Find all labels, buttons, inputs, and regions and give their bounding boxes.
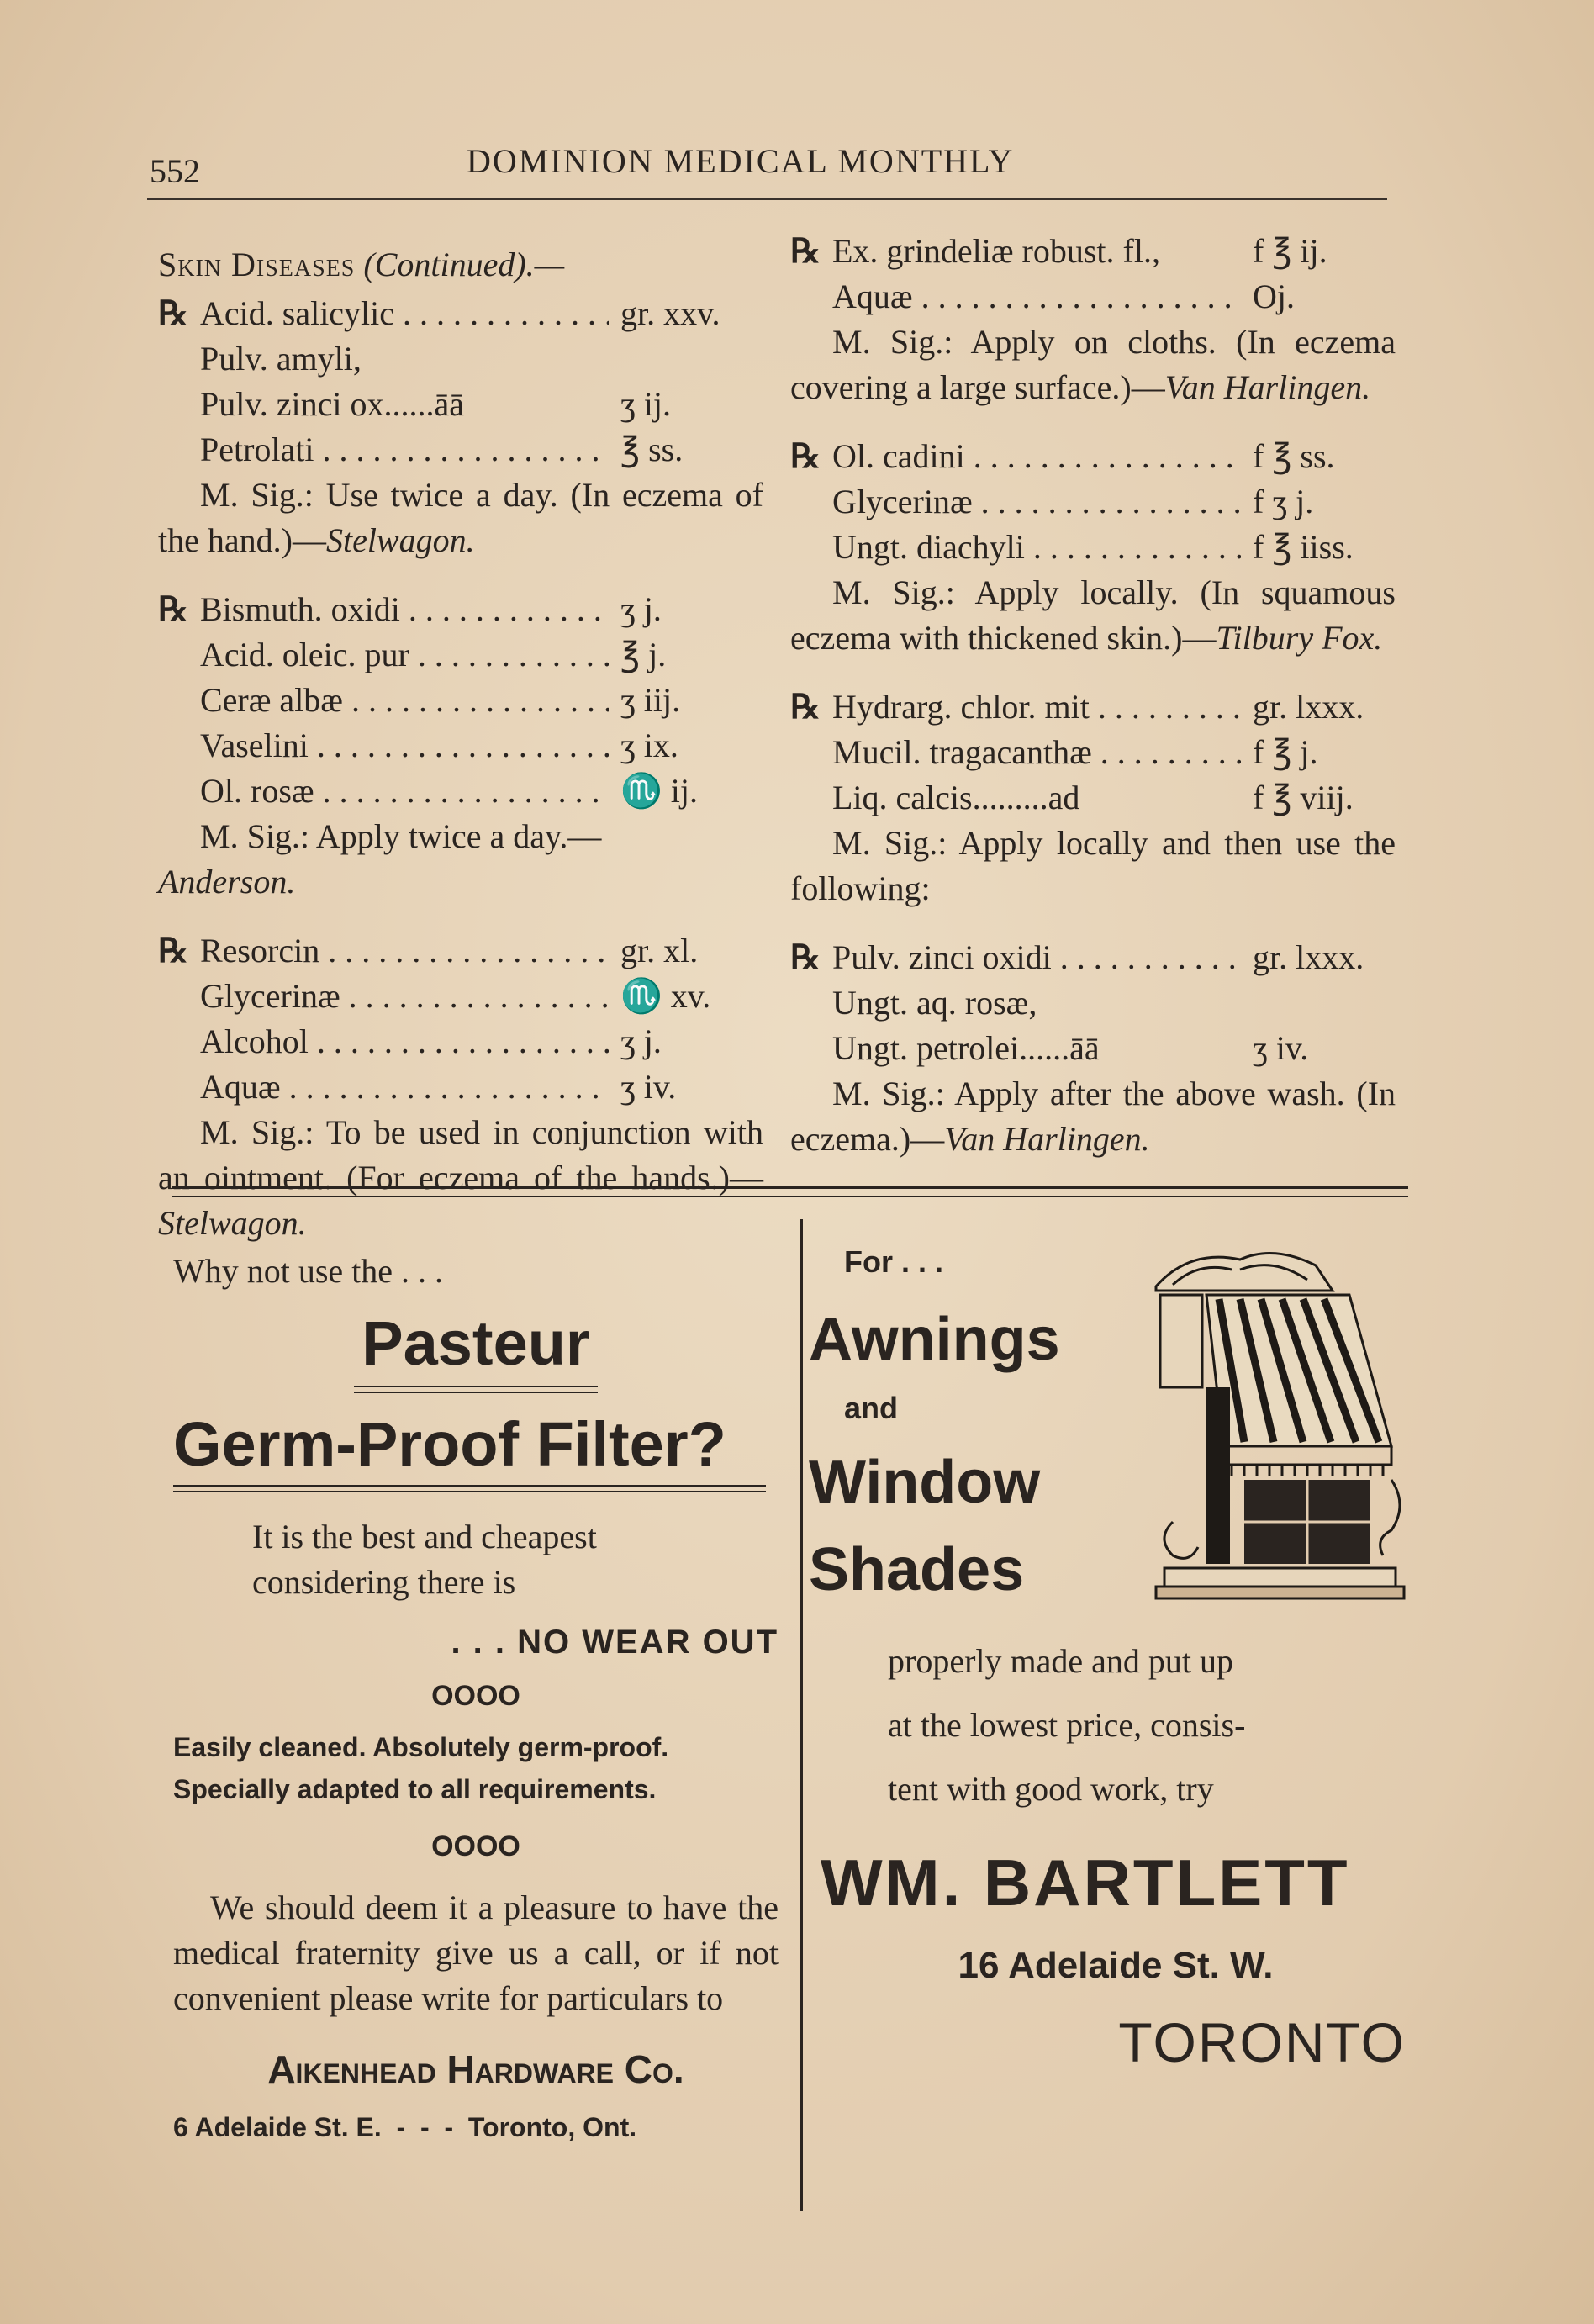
prescription-4 [790,229,1396,410]
amount: gr. xxv. [620,294,720,332]
prescription-3 [158,928,763,1246]
amount: ℥ j. [620,636,667,673]
author: Stelwagon. [158,1204,307,1242]
ingredient: Resorcin . . . [200,928,609,974]
ad-intro: Why not use the . . . [173,1252,444,1290]
ingredient: Ungt. diachyli . . . [832,525,1241,570]
rx-line [790,479,1396,525]
ingredient: Ungt. petrolei......āā [832,1029,1100,1067]
ad-title-pasteur: Pasteur [362,1308,590,1378]
rx-line [158,974,763,1019]
rx-line [158,678,763,723]
signa [790,570,1396,661]
ingredient: Hydrarg. chlor. mit . . . [832,684,1241,730]
ingredient: Vaselini . . . [200,723,609,769]
author: Tilbury Fox. [1216,619,1383,657]
ad-line: at the lowest price, consis- [888,1706,1246,1744]
signa [790,1071,1396,1162]
title-underline [354,1386,598,1393]
rx-line [790,935,1396,980]
rx-line [790,434,1396,479]
ad-divider [800,1219,803,2211]
amount: ♏ xv. [620,977,711,1015]
ingredient: Ungt. aq. rosæ, [832,984,1037,1022]
amount: ʒ j. [620,590,662,628]
rx-line [158,336,763,382]
amount: f ℥ viij. [1253,779,1354,816]
amount: f ʒ j. [1253,483,1314,520]
amount: gr. lxxx. [1253,688,1364,726]
ad-line: tent with good work, try [888,1770,1214,1808]
ad-title-filter: Germ-Proof Filter? [173,1409,726,1479]
ingredient: Glycerinæ . . . [832,479,1241,525]
sig-text: M. Sig.: Use twice a day. (In eczema of the hand.)— [158,476,763,559]
section-rule-thin [172,1196,1408,1197]
right-column [790,229,1396,1186]
ornament: OOOO [431,1680,520,1712]
sig-text: M. Sig.: Apply twice a day.— [200,817,602,855]
ad-line-shades: Shades [809,1536,1025,1603]
rx-line [790,684,1396,730]
ingredient: Pulv. zinci oxidi . . . [832,935,1241,980]
awning-window-illustration [1139,1244,1408,1619]
rx-line [158,1064,763,1110]
signa [158,814,763,905]
company-address: 16 Adelaide St. W. [958,1945,1274,1986]
rx-line [790,980,1396,1026]
ingredient: Ol. cadini . . . [832,434,1241,479]
author: Stelwagon. [325,521,475,559]
author: Van Harlingen. [944,1120,1150,1158]
ad-line: properly made and put up [888,1642,1233,1680]
section-heading [158,242,763,288]
amount: ʒ iij. [620,681,681,719]
ingredient: Alcohol . . . [200,1019,609,1064]
amount: ʒ ij. [620,385,671,423]
prescription-1 [158,291,763,563]
rx-line [158,769,763,814]
rx-symbol: ℞ [790,688,821,726]
amount: ♏ ij. [620,772,699,810]
rx-symbol: ℞ [158,590,188,628]
company-name: WM. BARTLETT [821,1846,1350,1920]
rx-symbol: ℞ [790,437,821,475]
amount: ʒ j. [620,1022,662,1060]
rx-symbol: ℞ [158,932,188,969]
ad-body: We should deem it a pleasure to have the medical fraternity give us a call, or if not convenient please write for particulars to [173,1888,779,2017]
ad-line-awnings: Awnings [809,1306,1060,1373]
amount: f ℥ ij. [1253,232,1327,270]
amount: Oj. [1253,277,1295,315]
ad-line-window: Window [809,1449,1041,1516]
running-title: DOMINION MEDICAL MONTHLY [467,142,1015,180]
filter-advertisement [173,1251,779,2143]
signa: M. Sig.: Apply locally and then use the following: [790,824,1396,907]
left-column [158,242,763,1270]
amount: ℥ ss. [620,430,684,468]
ingredient: Aquæ . . . [200,1064,609,1110]
rx-symbol: ℞ [790,938,821,976]
rx-line [158,587,763,632]
rx-line [158,1019,763,1064]
ad-paragraph [888,1629,1422,1821]
ingredient: Glycerinæ . . . [200,974,609,1019]
author: Van Harlingen. [1164,368,1371,406]
ingredient: Acid. oleic. pur . . . [200,632,609,678]
amount: ʒ iv. [1253,1029,1309,1067]
amount: gr. lxxx. [1253,938,1364,976]
ingredient: Pulv. zinci ox......āā [200,385,465,423]
company-city: TORONTO [1118,2011,1406,2073]
no-wear-out: . . . NO WEAR OUT [451,1624,779,1661]
sig-text: M. Sig.: Apply on cloths. (In eczema covering a large surface.)— [790,323,1396,406]
heading-text: Skin Diseases [158,246,356,283]
rx-line [790,229,1396,274]
prescription-2 [158,587,763,905]
company-address: 6 Adelaide St. E. - - - Toronto, Ont. [173,2112,637,2142]
rx-line [790,274,1396,320]
rx-line [158,427,763,473]
ingredient: Mucil. tragacanthæ . . . [832,730,1241,775]
section-rule [172,1186,1408,1189]
ad-line-and: and [844,1391,899,1425]
rx-line [790,525,1396,570]
header-rule [147,198,1387,200]
rx-symbol: ℞ [158,294,188,332]
ingredient: Petrolati . . . [200,427,609,473]
amount: ʒ iv. [620,1068,677,1106]
sig-text: M. Sig.: To be used in conjunction with an ointment. (For eczema of the hands.)— [158,1113,763,1196]
ingredient: Ex. grindeliæ robust. fl., [832,232,1160,270]
prescription-5 [790,434,1396,661]
ingredient: Bismuth. oxidi . . . [200,587,609,632]
ingredient: Liq. calcis.........ad [832,779,1080,816]
signa [158,473,763,563]
sig-text: M. Sig.: Apply locally. (In squamous eczema with thickened skin.)— [790,573,1396,657]
ornament: OOOO [431,1830,520,1862]
amount: f ℥ ss. [1253,437,1335,475]
rx-line [158,382,763,427]
amount: ʒ ix. [620,726,678,764]
title-underline [173,1485,766,1492]
ad-intro: For . . . [844,1244,944,1279]
rx-line [790,730,1396,775]
heading-continued: (Continued).— [363,246,565,283]
ingredient: Aquæ . . . [832,274,1241,320]
rx-line [158,723,763,769]
ingredient: Acid. salicylic . . . [200,291,609,336]
amount: gr. xl. [620,932,699,969]
sig-text: M. Sig.: Apply after the above wash. (In eczema.)— [790,1075,1396,1158]
rx-symbol: ℞ [790,232,821,270]
ingredient: Ol. rosæ . . . [200,769,609,814]
signa [158,1110,763,1246]
amount: f ℥ iiss. [1253,528,1354,566]
ingredient: Pulv. amyli, [200,340,362,378]
ingredient: Ceræ albæ . . . [200,678,609,723]
rx-line [790,775,1396,821]
rx-line [790,1026,1396,1071]
prescription-7 [790,935,1396,1162]
company-name: Aikenhead Hardware Co. [267,2047,684,2091]
signa [790,320,1396,410]
amount: f ℥ j. [1253,733,1318,771]
ad-paragraph [173,1514,779,1605]
feature-line: Specially adapted to all requirements. [173,1774,657,1804]
rx-line [158,291,763,336]
prescription-6 [790,684,1396,911]
author: Anderson. [158,863,296,901]
rx-line [158,928,763,974]
page-number: 552 [150,152,200,190]
rx-line [158,632,763,678]
ad-line: considering there is [252,1563,516,1601]
ad-line: It is the best and cheapest [252,1518,597,1555]
ad-features [173,1726,779,1810]
feature-line: Easily cleaned. Absolutely germ-proof. [173,1732,669,1762]
